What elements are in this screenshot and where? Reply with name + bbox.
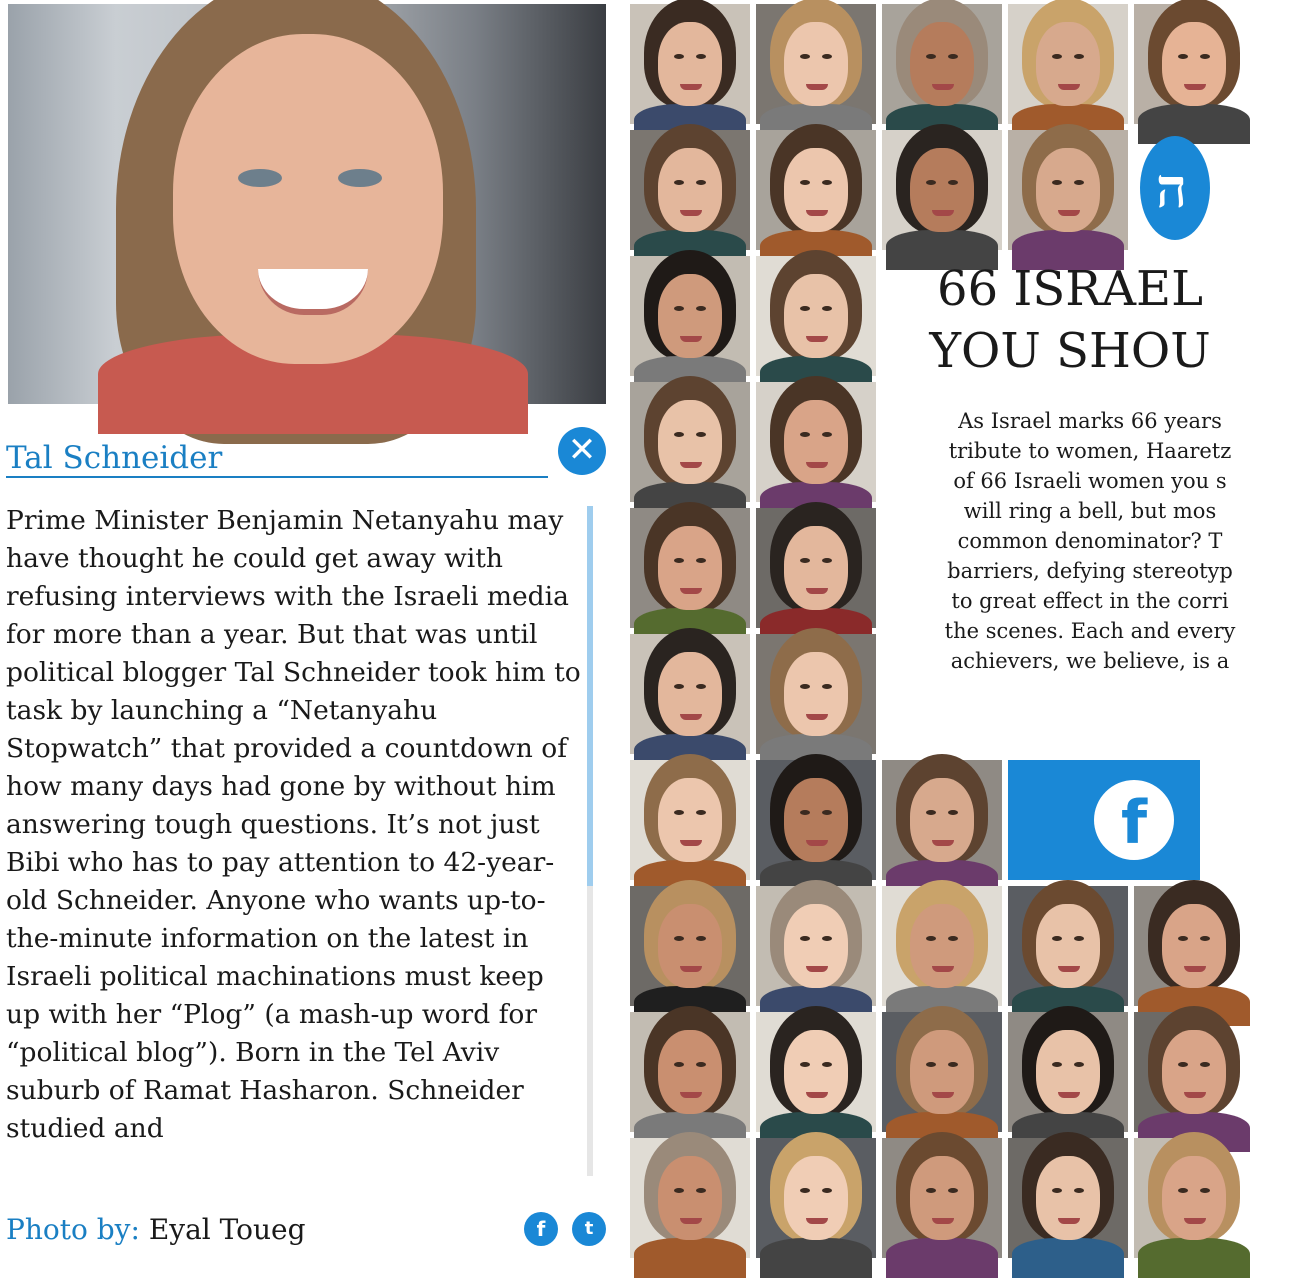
- intro-line: of 66 Israeli women you s: [953, 469, 1227, 493]
- intro-line: achievers, we believe, is a: [950, 649, 1230, 673]
- profile-bio: Prime Minister Benjamin Netanyahu may have thought he could get away with refusing interviews with the Israeli media for more than a year. But that was until political blogger Tal Schneider took him to task by launching a “Netanyahu Stopwatch” that provided a countdown of how many days had gone by without him answering tough questions. It’s not just Bibi who has to pay attention to 42-year-old Schneider. Anyone who wants up-to-the-minute information on the latest in Israeli political machinations must keep up with her “Plog” (a mash-up word for “political blog”). Born in the Tel Aviv suburb of Ramat Hasharon. Schneider studied and: [6, 505, 581, 1144]
- portrait-tile[interactable]: [882, 1138, 1002, 1258]
- portrait-tile[interactable]: [1008, 886, 1128, 1006]
- bio-scroll-area[interactable]: [6, 502, 586, 1178]
- profile-name: Tal Schneider: [6, 440, 223, 476]
- portrait-tile[interactable]: [756, 4, 876, 124]
- portrait-tile[interactable]: [630, 886, 750, 1006]
- portrait-tile[interactable]: [1134, 4, 1200, 124]
- haaretz-logo-icon[interactable]: [1140, 136, 1210, 240]
- portrait-tile[interactable]: [630, 256, 750, 376]
- portrait-tile[interactable]: [882, 130, 1002, 250]
- portrait-tile[interactable]: [630, 130, 750, 250]
- portrait-tile[interactable]: [756, 1012, 876, 1132]
- portrait-tile[interactable]: [756, 256, 876, 376]
- close-button[interactable]: ✕: [558, 427, 606, 475]
- intro-line: common denominator? T: [957, 529, 1223, 553]
- intro-line: to great effect in the corri: [951, 589, 1229, 613]
- profile-panel: [0, 0, 612, 1268]
- portrait-tile[interactable]: [756, 508, 876, 628]
- feature-intro: [890, 406, 1236, 676]
- portrait-tile[interactable]: [756, 886, 876, 1006]
- headline-line-2: YOU SHOU: [929, 323, 1211, 379]
- photo-credit-name: Eyal Toueg: [148, 1213, 306, 1246]
- portrait-tile[interactable]: [630, 4, 750, 124]
- portrait-tile[interactable]: [756, 1138, 876, 1258]
- portrait-tile[interactable]: [756, 130, 876, 250]
- share-twitter-icon[interactable]: t: [572, 1212, 606, 1246]
- portrait-tile[interactable]: [882, 886, 1002, 1006]
- bio-scrollbar[interactable]: [587, 506, 593, 1176]
- intro-line: As Israel marks 66 years: [958, 409, 1222, 433]
- portrait-tile[interactable]: [882, 760, 1002, 880]
- feature-headline: [880, 258, 1211, 382]
- intro-line: the scenes. Each and every: [944, 619, 1236, 643]
- portrait-tile[interactable]: [1134, 886, 1200, 1006]
- portrait-tile[interactable]: [1134, 1138, 1200, 1258]
- portrait-tile[interactable]: [882, 1012, 1002, 1132]
- bio-scrollbar-thumb[interactable]: [587, 506, 593, 886]
- facebook-icon: f: [1094, 780, 1174, 860]
- portrait-tile[interactable]: [1008, 4, 1128, 124]
- portrait-tile[interactable]: [756, 634, 876, 754]
- intro-line: tribute to women, Haaretz: [948, 439, 1232, 463]
- photo-credit-label: Photo by:: [6, 1213, 140, 1246]
- portrait-tile[interactable]: [882, 4, 1002, 124]
- portrait-tile[interactable]: [756, 382, 876, 502]
- portrait-tile[interactable]: [630, 508, 750, 628]
- photo-credit: [6, 1212, 306, 1248]
- share-facebook-icon[interactable]: f: [524, 1212, 558, 1246]
- profile-name-row: [6, 440, 548, 478]
- portrait-tile[interactable]: [630, 760, 750, 880]
- portrait-tile[interactable]: [1008, 1012, 1128, 1132]
- portrait-tile[interactable]: [1008, 130, 1128, 250]
- portrait-tile[interactable]: [630, 634, 750, 754]
- portrait-tile[interactable]: [630, 382, 750, 502]
- headline-line-1: 66 ISRAEL: [937, 261, 1203, 317]
- portrait-tile[interactable]: [630, 1012, 750, 1132]
- intro-line: will ring a bell, but mos: [963, 499, 1217, 523]
- portrait-tile[interactable]: [1134, 1012, 1200, 1132]
- profile-photo: [8, 4, 606, 404]
- portrait-tile[interactable]: [756, 760, 876, 880]
- intro-line: barriers, defying stereotyp: [947, 559, 1233, 583]
- portrait-tile[interactable]: [1008, 1138, 1128, 1258]
- facebook-share-tile[interactable]: [1008, 760, 1200, 880]
- portrait-tile[interactable]: [630, 1138, 750, 1258]
- logo-glyph: ה: [1156, 156, 1188, 220]
